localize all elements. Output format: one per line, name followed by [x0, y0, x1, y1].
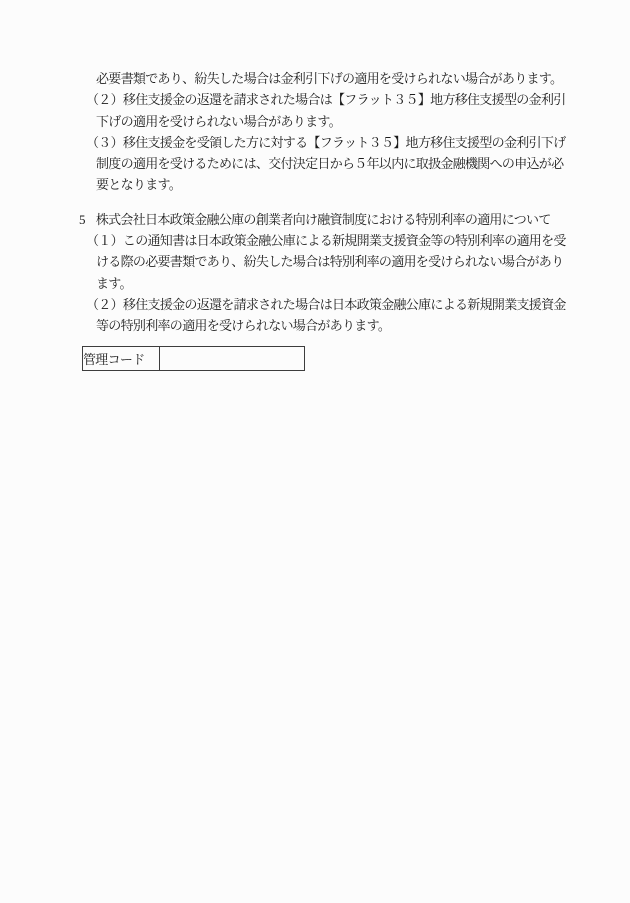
admin-code-label: 管理コード [83, 346, 160, 370]
admin-code-value [160, 346, 305, 370]
admin-code-table [82, 346, 305, 371]
section5-item2-line2: 等の特別利率の適用を受けられない場合があります。 [96, 318, 391, 334]
flat35-item2-line2: 下げの適用を受けられない場合があります。 [96, 113, 341, 129]
section-gap [0, 196, 630, 209]
section5-number: 5 [79, 211, 85, 227]
flat35-item3-line1: （３）移住支援金を受領した方に対する【フラット３５】地方移住支援型の金利引下げ [86, 134, 566, 150]
flat35-item3-line2: 制度の適用を受けるためには、交付決定日から５年以内に取扱金融機関への申込が必 [96, 156, 564, 172]
document-body [0, 68, 630, 371]
section5-heading [0, 209, 630, 230]
admin-code-row [83, 346, 305, 370]
section5-heading-text: 株式会社日本政策金融公庫の創業者向け融資制度における特別利率の適用について [95, 211, 551, 227]
section5-item2-line1: （２）移住支援金の返還を請求された場合は日本政策金融公庫による新規開業支援資金 [86, 296, 566, 312]
section5-item1-line1: （１）この通知書は日本政策金融公庫による新規開業支援資金等の特別利率の適用を受 [86, 233, 566, 249]
flat35-tail-line: 必要書類であり、紛失した場合は金利引下げの適用を受けられない場合があります。 [96, 71, 563, 86]
flat35-item2-line1: （２）移住支援金の返還を請求された場合は【フラット３５】地方移住支援型の金利引 [86, 92, 566, 108]
section5-item1-line3: ます。 [96, 275, 132, 291]
section5-item1-line2: ける際の必要書類であり、紛失した場合は特別利率の適用を受けられない場合があり [96, 254, 564, 270]
flat35-item3-line3: 要となります。 [96, 177, 182, 193]
